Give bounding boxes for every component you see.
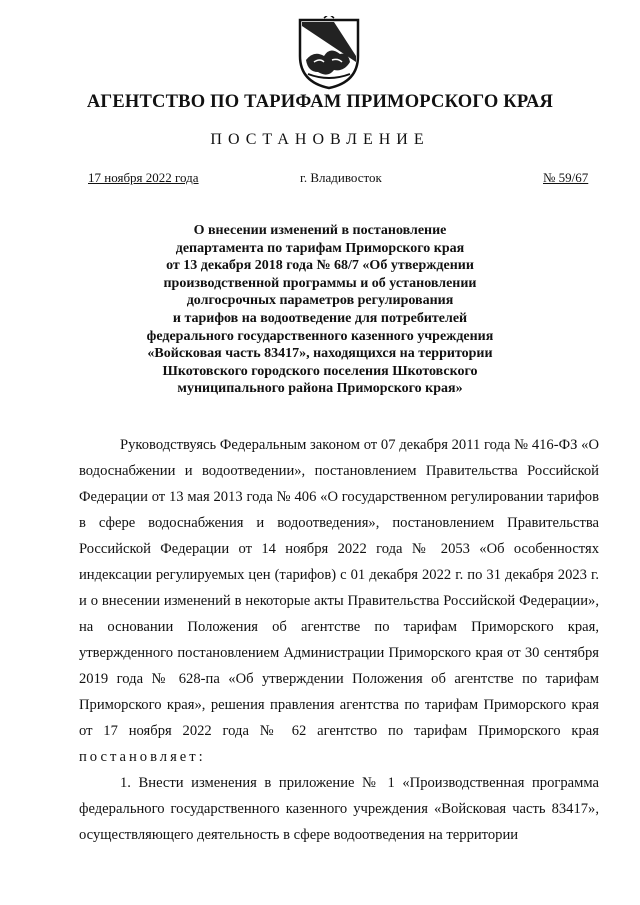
title-line: долгосрочных параметров регулирования	[186, 293, 454, 309]
title-line: от 13 декабря 2018 года № 68/7 «Об утверждении	[166, 258, 474, 274]
title-line: департамента по тарифам Приморского края	[175, 240, 465, 256]
title-line: О внесении изменений в постановление	[193, 223, 447, 238]
coat-of-arms-emblem	[294, 16, 364, 90]
document-city: г. Владивосток	[300, 170, 382, 185]
title-line: и тарифов на водоотведение для потребителей	[172, 310, 468, 326]
title-line: Шкотовского городского поселения Шкотовского	[162, 363, 478, 379]
document-body	[79, 432, 599, 848]
preamble-text: Руководствуясь Федеральным законом от 07 декабря 2011 года № 416-ФЗ «О водоснабжении и водоотведении», постановлением Правительства Российской Федерации от 13 мая 2013 года № 406 «О государственном регулировании тарифов в сфере водоснабжения и водоотведения», постановлением Правительства Российской Федерации от 14 ноября 2022 года № 2053 «Об особенностях индексации регулируемых цен (тарифов) с 01 декабря 2022 г. по 31 декабря 2023 г. и о внесении изменений в некоторые акты Правительства Российской Федерации», на основании Положения об агентстве по тарифам Приморского края, утвержденного постановлением Администрации Приморского края от 30 сентября 2019 года № 628-па «Об утверждении Положения об агентстве по тарифам Приморского края», решения правления агентства по тарифам Приморского края от 17 ноября 2022 года № 62 агентство по тарифам Приморского края	[79, 437, 599, 739]
document-type: ПОСТАНОВЛЕНИЕ	[210, 131, 430, 148]
body-paragraph-preamble	[79, 432, 599, 770]
title-line: муниципального района Приморского края»	[177, 381, 463, 397]
agency-name: АГЕНТСТВО ПО ТАРИФАМ ПРИМОРСКОГО КРАЯ	[86, 92, 554, 112]
title-line: производственной программы и об установлении	[163, 275, 477, 291]
document-date: 17 ноября 2022 года	[88, 170, 199, 185]
title-line: «Войсковая часть 83417», находящихся на территории	[147, 346, 493, 362]
body-paragraph-item-1: 1. Внести изменения в приложение № 1 «Производственная программа федерального государственного казенного учреждения «Войсковая часть 83417», осуществляющего деятельность в сфере водоотведения на территории	[79, 775, 599, 843]
document-number: № 59/67	[543, 170, 589, 185]
decree-word: постановляет:	[79, 749, 206, 765]
title-line: федерального государственного казенного учреждения	[146, 328, 494, 344]
document-title	[80, 222, 560, 398]
